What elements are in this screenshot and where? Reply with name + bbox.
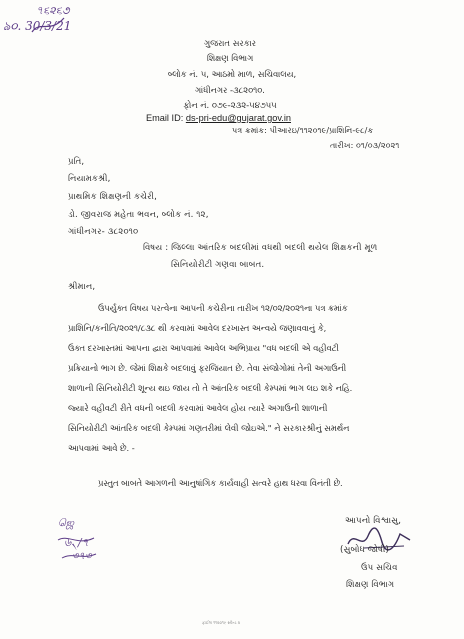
handwritten-margin-note-1: ஜெ [58, 518, 75, 529]
letter-date: તારીખ: ૦૧/૦૩/૨૦૨૧ [330, 141, 400, 150]
footer-note: ફાઈલ ૧૧૨૦૧૯ સ્કેન્ડ ૨ [202, 620, 241, 625]
subject-line2: સિનિયોરીટી ગણવા બાબત. [171, 260, 265, 270]
body-p1-line5: શાળાની સિનિયોરીટી શૂન્ય થઇ જાય તો તે આંતરિક બદલી કેમ્પમાં ભાગ લઇ શકે નહિ. [68, 383, 353, 393]
body-p1-line3: ઉક્ત દરખાસ્તમાં આપના દ્વારા આપવામાં આવેલ અભિપ્રાય "વધ બદલી એ વહીવટી [68, 343, 339, 353]
handwritten-margin-note-3: ৩৭৩ [72, 551, 92, 562]
header-department: શિક્ષણ વિભાગ [206, 53, 254, 63]
body-p1-line4: પ્રક્રિયાનો ભાગ છે. જેમાં શિક્ષકે બદલાવું ફરજિયાત છે. તેવા સંજોગોમાં તેની અગાઉની [68, 363, 347, 373]
header-phone: ફોન નં. ૦૭૯-૨૩૨-૫૪૭૫૫ [183, 100, 277, 110]
recipient-line3: ડો. જીવરાજ મહેતા ભવન, બ્લોક નં. ૧૨, [68, 210, 209, 220]
header-address-line2: ગાંધીનગર -૩૮૨૦૧૦. [195, 85, 265, 95]
body-p1-line8: આપવામાં આવે છે. - [68, 443, 135, 453]
signatory-name: (સુબોધ જોષી) [340, 545, 389, 555]
body-p1-line7: સિનિયોરીટી આંતરિક બદલી કેમ્પમાં ગણતરીમાં લેવી જોઇએ." ને સરકારશ્રીનું સમર્થન [68, 423, 350, 433]
header-address-line1: બ્લોક નં. ૫, આઠમો માળ, સચિવાલય, [167, 69, 297, 79]
email-label: Email ID: [146, 113, 186, 123]
body-p1-line6: જ્યારે વહીવટી રીતે વધની બદલી કરવામાં આવેલ હોય ત્યારે અગાઉની શાળાની [68, 403, 328, 413]
recipient-line4: ગાંધીનગર- ૩૮૨૦૧૦ [68, 227, 139, 237]
body-p1-line2: પ્રાશિનિ/કનીતિ/૨૦૨૧/૮૩૮ થી કરવામાં આવેલ દરખાસ્ત અન્વયે જણાવવાનું કે, [68, 323, 327, 333]
handwritten-inward-number: ৭૬૨૬૭ [36, 4, 70, 17]
signature-closing: આપનો વિશ્વાસુ, [345, 516, 402, 526]
handwritten-underline-mark [30, 14, 66, 36]
header-email [146, 113, 291, 123]
recipient-prefix: પ્રતિ, [68, 157, 85, 167]
handwritten-margin-note-2: ৬৲/৭ [64, 536, 89, 549]
subject-line1: વિષય : જિલ્લા આંતરિક બદલીમાં વધથી બદલી થયેલ શિક્ષકની મૂળ [143, 243, 378, 253]
email-link[interactable]: ds-pri-edu@gujarat.gov.in [185, 113, 291, 123]
signatory-department: શિક્ષણ વિભાગ [346, 580, 395, 590]
header-government: ગુજરાત સરકાર [203, 38, 257, 48]
signatory-designation: ઉપ સચિવ [361, 563, 398, 573]
salutation: શ્રીમાન, [68, 282, 96, 292]
recipient-line2: પ્રાથમિક શિક્ષણની કચેરી, [68, 192, 157, 202]
handwritten-margin-scribble [54, 530, 100, 564]
recipient-line1: નિયામકશ્રી, [68, 174, 111, 184]
letter-reference-number: પત્ર ક્રમાંક: પીઆરઇ/૧૧૨૦૧૯/પ્રાશિનિ-૯૮/ક [232, 126, 374, 135]
body-p2: પ્રસ્તુત બાબતે આગળની આનુષાંગિક કાર્યવાહી સત્વરે હાથ ધરવા વિનંતી છે. [98, 478, 343, 488]
handwritten-inward-date: ঌ૦. 30/3/21 [3, 19, 72, 33]
body-p1-line1: ઉપર્યુક્ત વિષય પરત્વેના આપની કચેરીના તારીખ ૧૨/૦૨/૨૦૨૧ના પત્ર ક્રમાંક [98, 303, 348, 313]
